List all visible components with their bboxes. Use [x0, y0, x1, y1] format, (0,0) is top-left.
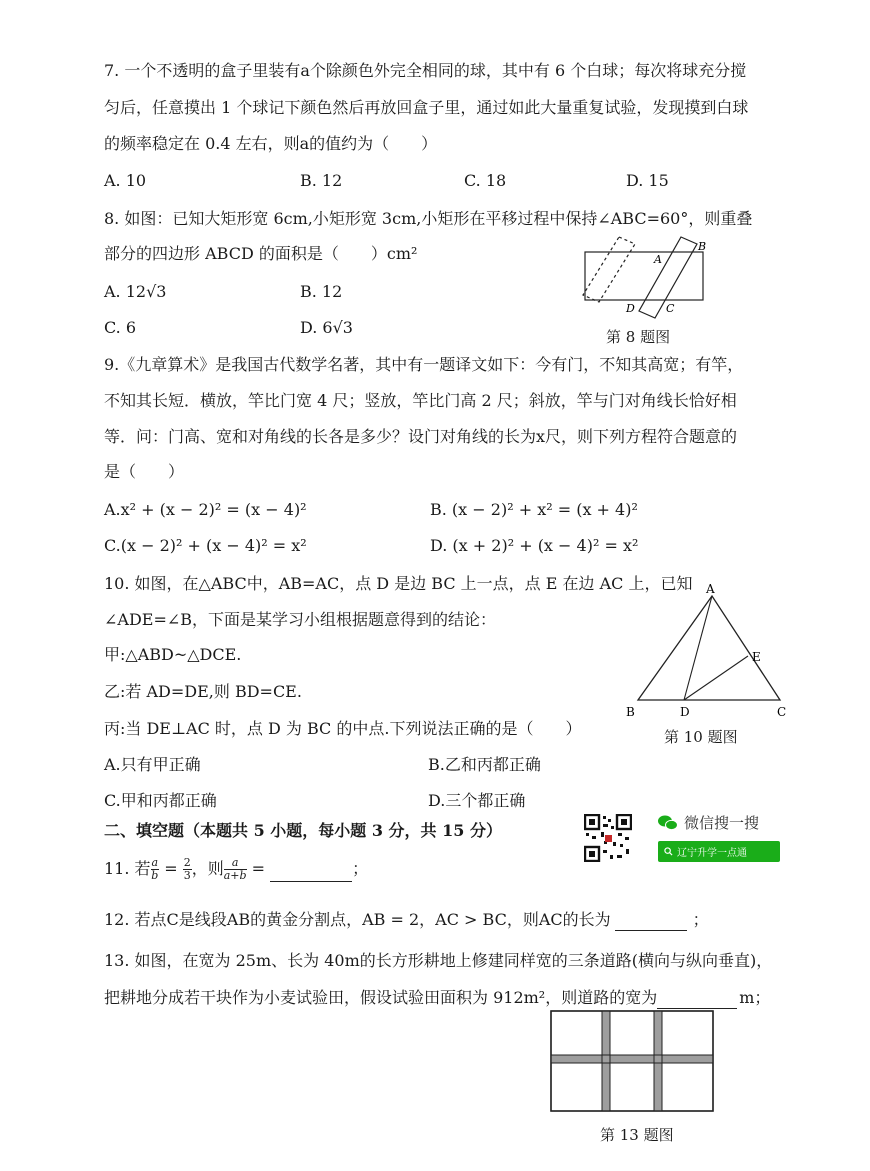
q8-option-c: C. 6	[104, 318, 137, 337]
q11-frac2-num: 2	[183, 856, 191, 869]
q8-large-rectangle	[585, 252, 703, 300]
q13-line1: 13. 如图，在宽为 25m、长为 40m的长方形耕地上修建同样宽的三条道路(横向与纵向垂直)，	[104, 951, 773, 970]
q7-option-d: D. 15	[626, 171, 669, 190]
q8-label-d: D	[626, 302, 635, 315]
q9-line4: 是（ ）	[104, 462, 185, 481]
q13-road-horizontal	[551, 1055, 713, 1063]
q13-road-vertical-2	[654, 1011, 662, 1111]
q10-line5: 丙:当 DE⊥AC 时，点 D 为 BC 的中点.下列说法正确的是（ ）	[104, 719, 582, 738]
q9-option-b: B. (x − 2)² + x² = (x + 4)²	[430, 500, 638, 519]
q13-figure	[550, 1010, 714, 1112]
wechat-search-text: 辽宁升学一点通	[677, 848, 747, 859]
section-title: 二、填空题（本题共 5 小题，每小题 3 分，共 15 分）	[104, 821, 502, 840]
q7-line2: 匀后，任意摸出 1 个球记下颜色然后再放回盒子里，通过如此大量重复试验，发现摸到白球	[104, 98, 749, 117]
q10-line1: 10. 如图，在△ABC中，AB=AC，点 D 是边 BC 上一点，点 E 在边 AC 上，已知	[104, 574, 693, 593]
q7-option-b: B. 12	[300, 171, 343, 190]
q8-option-d: D. 6√3	[300, 318, 353, 337]
q10-label-a: A	[706, 582, 715, 596]
q8-figure-caption: 第 8 题图	[606, 328, 671, 346]
q13-figure-caption: 第 13 题图	[600, 1126, 674, 1144]
wechat-label: 微信搜一搜	[684, 814, 760, 832]
q12-line	[104, 909, 709, 931]
q10-line4: 乙:若 AD=DE,则 BD=CE.	[104, 682, 302, 701]
q12-answer-blank[interactable]	[615, 912, 687, 931]
q10-option-a: A.只有甲正确	[104, 755, 201, 774]
q8-option-b: B. 12	[300, 282, 343, 301]
q11-answer-blank[interactable]	[270, 863, 352, 882]
q13-answer-blank[interactable]	[657, 990, 737, 1009]
q8-figure	[575, 232, 715, 324]
q10-option-d: D.三个都正确	[428, 791, 526, 810]
q8-option-a: A. 12√3	[104, 282, 167, 301]
q7-line1: 7. 一个不透明的盒子里装有a个除颜色外完全相同的球，其中有 6 个白球；每次将球充分搅	[104, 61, 747, 80]
q10-figure	[620, 582, 795, 722]
q10-line2: ∠ADE=∠B，下面是某学习小组根据题意得到的结论：	[104, 610, 497, 629]
q11-frac3-den: a+b	[223, 869, 247, 882]
q9-line3: 等．问：门高、宽和对角线的长各是多少？设门对角线的长为x尺，则下列方程符合题意的	[104, 427, 738, 446]
q12-text: 12. 若点C是线段AB的黄金分割点，AB = 2，AC > BC，则AC的长为	[104, 910, 611, 929]
q13-line2-text: 把耕地分成若干块作为小麦试验田，假设试验田面积为 912m²，则道路的宽为	[104, 988, 658, 1007]
q11-frac-a-over-b	[151, 857, 160, 882]
q7-option-c: C. 18	[464, 171, 507, 190]
q11-prefix: 11. 若	[104, 859, 151, 878]
q13-road-vertical-1	[602, 1011, 610, 1111]
q8-small-rectangle-dashed	[583, 237, 635, 302]
q11-frac1-den: b	[151, 869, 159, 882]
q9-option-c: C.(x − 2)² + (x − 4)² = x²	[104, 536, 307, 555]
q10-option-b: B.乙和丙都正确	[428, 755, 541, 774]
q9-option-a: A.x² + (x − 2)² = (x − 4)²	[104, 500, 307, 519]
q13-end: m；	[739, 988, 771, 1007]
q7-line3: 的频率稳定在 0.4 左右，则a的值约为（ ）	[104, 134, 438, 153]
q11-frac-a-over-a-plus-b	[224, 857, 247, 882]
wechat-search-button[interactable]	[658, 841, 780, 862]
q10-segment-ad	[684, 596, 712, 700]
q10-label-e: E	[752, 650, 761, 664]
wechat-search-widget[interactable]	[658, 812, 788, 862]
q8-label-c: C	[666, 302, 675, 315]
q11-tail: =	[246, 859, 271, 878]
q11-line	[104, 857, 368, 882]
wechat-icon	[658, 815, 678, 831]
q10-figure-caption: 第 10 题图	[664, 728, 738, 746]
q9-line1: 9.《九章算术》是我国古代数学名著，其中有一题译文如下：今有门，不知其高宽；有竿，	[104, 355, 744, 374]
q13-line2	[104, 987, 770, 1009]
q11-eq: =	[159, 859, 183, 878]
q11-mid: ，则	[191, 859, 224, 878]
q10-label-d: D	[680, 705, 690, 719]
q11-frac-2-over-3	[183, 857, 192, 882]
q11-frac1-num: a	[151, 856, 159, 869]
q10-triangle-abc	[638, 596, 780, 700]
q11-frac2-den: 3	[183, 869, 191, 882]
q8-line1: 8. 如图：已知大矩形宽 6cm,小矩形宽 3cm,小矩形在平移过程中保持∠ABC=60°，则重叠	[104, 209, 753, 228]
q9-option-d: D. (x + 2)² + (x − 4)² = x²	[430, 536, 639, 555]
q10-option-c: C.甲和丙都正确	[104, 791, 217, 810]
search-icon	[664, 847, 673, 856]
qr-code	[584, 814, 632, 862]
q12-end: ；	[692, 910, 709, 929]
q10-line3: 甲:△ABD~△DCE.	[104, 645, 242, 664]
q8-label-a: A	[654, 253, 662, 266]
q11-end: ；	[352, 859, 369, 878]
q10-label-b: B	[626, 705, 635, 719]
q11-frac3-num: a	[224, 857, 247, 870]
q8-line2: 部分的四边形 ABCD 的面积是（ ）cm²	[104, 244, 418, 263]
q9-line2: 不知其长短．横放，竿比门宽 4 尺；竖放，竿比门高 2 尺；斜放，竿与门对角线长恰好相	[104, 391, 737, 410]
q7-option-a: A. 10	[104, 171, 147, 190]
q10-label-c: C	[777, 705, 787, 719]
q8-label-b: B	[698, 240, 707, 253]
